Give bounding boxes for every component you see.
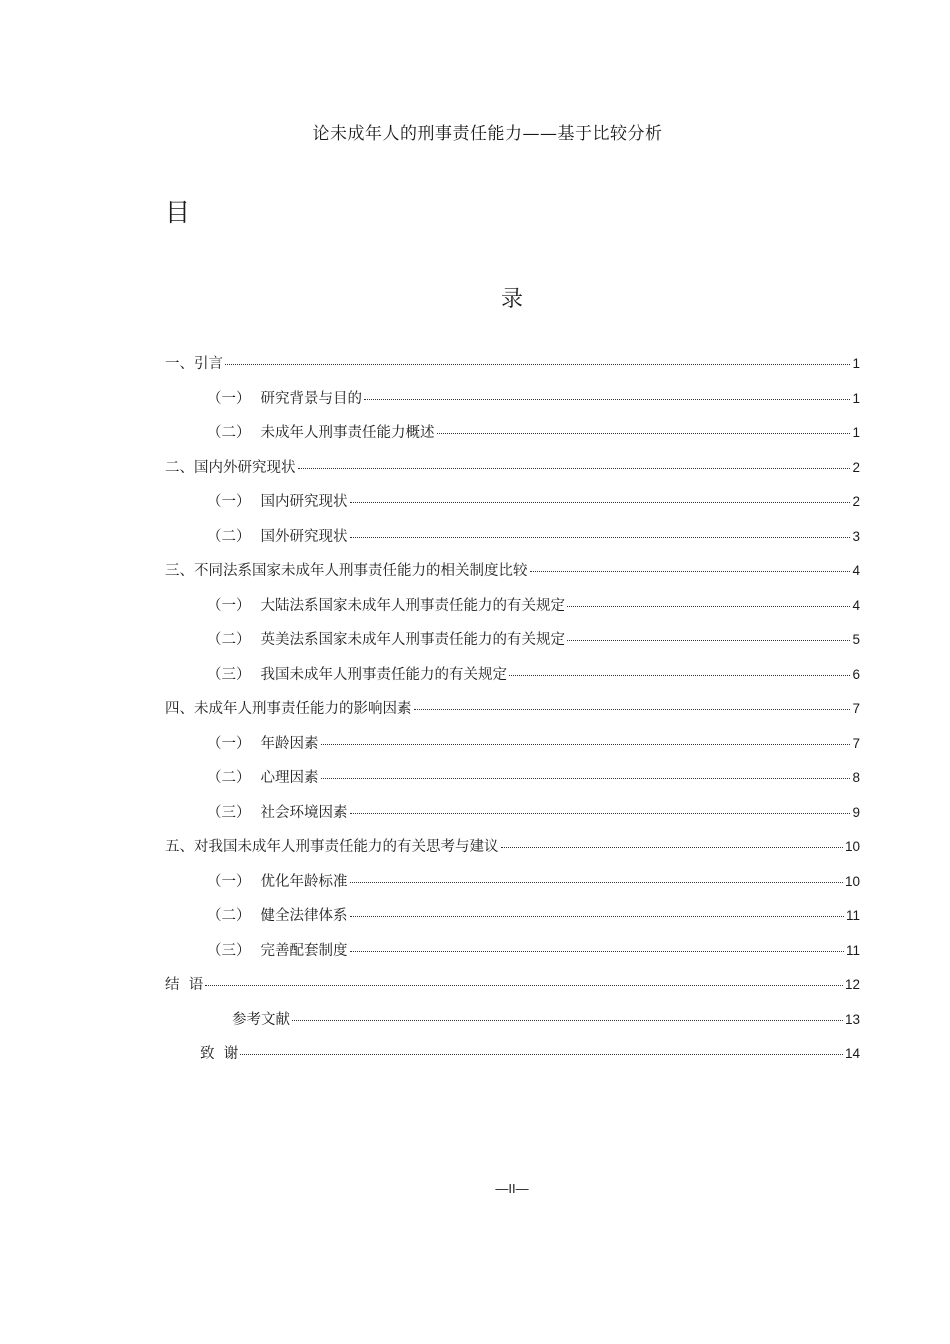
- toc-entry-number: （一）: [207, 873, 251, 890]
- toc-entry-page-number: 1: [852, 425, 860, 440]
- toc-entry-number: （三）: [207, 666, 251, 683]
- toc-entry-title: 对我国未成年人刑事责任能力的有关思考与建议: [194, 839, 499, 855]
- toc-entry-page-number: 8: [852, 770, 860, 785]
- toc-dot-leader: [292, 1020, 843, 1021]
- toc-entry-title: 优化年龄标准: [260, 873, 348, 890]
- toc-entry-page-number: 10: [844, 873, 860, 889]
- toc-entry-title: 健全法律体系: [260, 908, 348, 924]
- toc-entry-page-number: 6: [852, 666, 860, 682]
- toc-entry-number: （三）: [207, 804, 251, 821]
- toc-entry-title: 国内研究现状: [260, 494, 348, 510]
- toc-dot-leader: [437, 433, 851, 434]
- toc-entry-number: （二）: [207, 528, 251, 545]
- toc-entry-title: 年龄因素: [260, 735, 319, 752]
- toc-entry-page-number: 1: [852, 356, 860, 371]
- toc-entry[interactable]: [165, 732, 860, 767]
- toc-dot-leader: [350, 537, 851, 538]
- toc-entry[interactable]: [165, 766, 860, 801]
- toc-entry-number: （一）: [207, 390, 251, 407]
- toc-dot-leader: [509, 675, 850, 676]
- toc-entry-number: （二）: [207, 632, 251, 648]
- toc-entry[interactable]: [165, 697, 860, 732]
- toc-entry[interactable]: [165, 456, 860, 491]
- toc-heading-char-1: 目: [165, 198, 191, 227]
- toc-entry-page-number: 11: [845, 908, 860, 923]
- toc-dot-leader: [298, 468, 851, 469]
- toc-entry-title: 完善配套制度: [260, 942, 348, 959]
- toc-entry[interactable]: [165, 559, 860, 594]
- toc-dot-leader: [350, 813, 851, 814]
- toc-entry[interactable]: [165, 628, 860, 663]
- toc-entry-number: 二、: [165, 459, 194, 476]
- toc-entry-page-number: 7: [852, 701, 860, 716]
- toc-entry-title: 参考文献: [232, 1011, 290, 1028]
- toc-entry[interactable]: [165, 352, 860, 387]
- toc-dot-leader: [501, 847, 843, 848]
- toc-entry-title: 英美法系国家未成年人刑事责任能力的有关规定: [260, 632, 565, 648]
- toc-entry-title: 我国未成年人刑事责任能力的有关规定: [260, 666, 507, 683]
- toc-entry[interactable]: [165, 835, 860, 870]
- toc-entry[interactable]: [165, 663, 860, 698]
- toc-entry-number: （一）: [207, 494, 251, 510]
- toc-entry-page-number: 5: [852, 632, 860, 647]
- toc-entry-number: 一、: [165, 356, 194, 372]
- toc-entry-number: 四、: [165, 701, 194, 717]
- toc-dot-leader: [350, 502, 851, 503]
- toc-entry-number: （二）: [207, 908, 251, 924]
- table-of-contents: [165, 352, 860, 1077]
- toc-entry[interactable]: [165, 490, 860, 525]
- toc-entry-page-number: 7: [852, 735, 860, 751]
- toc-dot-leader: [530, 571, 851, 572]
- toc-entry-number: （一）: [207, 735, 251, 752]
- toc-entry[interactable]: [165, 1008, 860, 1043]
- toc-entry-page-number: 9: [852, 804, 860, 820]
- toc-entry-number: （二）: [207, 425, 251, 441]
- toc-dot-leader: [205, 985, 843, 986]
- toc-entry-page-number: 2: [852, 459, 860, 475]
- toc-entry-title: 未成年人刑事责任能力概述: [260, 425, 435, 441]
- toc-dot-leader: [567, 640, 850, 641]
- toc-entry[interactable]: [165, 801, 860, 836]
- toc-entry-title: 未成年人刑事责任能力的影响因素: [194, 701, 412, 717]
- toc-entry-page-number: 10: [844, 839, 860, 854]
- toc-dot-leader: [321, 744, 851, 745]
- toc-entry-number: 五、: [165, 839, 194, 855]
- toc-entry-page-number: 4: [852, 597, 860, 613]
- toc-entry-page-number: 2: [852, 494, 860, 509]
- toc-dot-leader: [225, 364, 850, 365]
- toc-entry-page-number: 4: [852, 563, 860, 578]
- toc-heading-char-2: 录: [500, 287, 523, 312]
- toc-entry-title: 引言: [194, 356, 223, 372]
- toc-entry[interactable]: [165, 525, 860, 560]
- toc-entry-page-number: 1: [852, 390, 860, 406]
- toc-entry-page-number: 11: [845, 942, 860, 958]
- toc-entry-title: 结 语: [165, 977, 204, 993]
- page-number-footer: —II—: [495, 1181, 529, 1196]
- toc-dot-leader: [350, 951, 844, 952]
- toc-entry-title: 心理因素: [260, 770, 319, 786]
- toc-dot-leader: [414, 709, 851, 710]
- toc-entry-title: 国外研究现状: [260, 528, 348, 545]
- toc-entry-page-number: 14: [844, 1046, 860, 1061]
- toc-dot-leader: [567, 606, 850, 607]
- toc-entry-page-number: 3: [852, 528, 860, 544]
- toc-entry[interactable]: [165, 421, 860, 456]
- toc-entry[interactable]: [165, 594, 860, 629]
- toc-entry[interactable]: [165, 870, 860, 905]
- toc-entry-title: 致 谢: [200, 1046, 239, 1062]
- toc-entry[interactable]: [165, 387, 860, 422]
- toc-dot-leader: [364, 399, 850, 400]
- toc-entry-title: 大陆法系国家未成年人刑事责任能力的有关规定: [260, 597, 565, 614]
- toc-entry-number: （三）: [207, 942, 251, 959]
- toc-dot-leader: [350, 882, 843, 883]
- toc-dot-leader: [350, 916, 844, 917]
- document-title: 论未成年人的刑事责任能力——基于比较分析: [312, 124, 663, 144]
- toc-dot-leader: [240, 1054, 843, 1055]
- toc-dot-leader: [321, 778, 851, 779]
- toc-entry[interactable]: [165, 1042, 860, 1077]
- toc-entry-number: （一）: [207, 597, 251, 614]
- toc-entry-title: 研究背景与目的: [260, 390, 362, 407]
- toc-entry-page-number: 13: [844, 1011, 860, 1027]
- toc-entry-number: （二）: [207, 770, 251, 786]
- toc-entry[interactable]: [165, 939, 860, 974]
- toc-entry-page-number: 12: [844, 977, 860, 992]
- toc-entry[interactable]: [165, 904, 860, 939]
- toc-entry-title: 国内外研究现状: [194, 459, 296, 476]
- toc-entry-title: 社会环境因素: [260, 804, 348, 821]
- toc-entry[interactable]: [165, 973, 860, 1008]
- toc-entry-title: 不同法系国家未成年人刑事责任能力的相关制度比较: [194, 563, 528, 579]
- toc-entry-number: 三、: [165, 563, 194, 579]
